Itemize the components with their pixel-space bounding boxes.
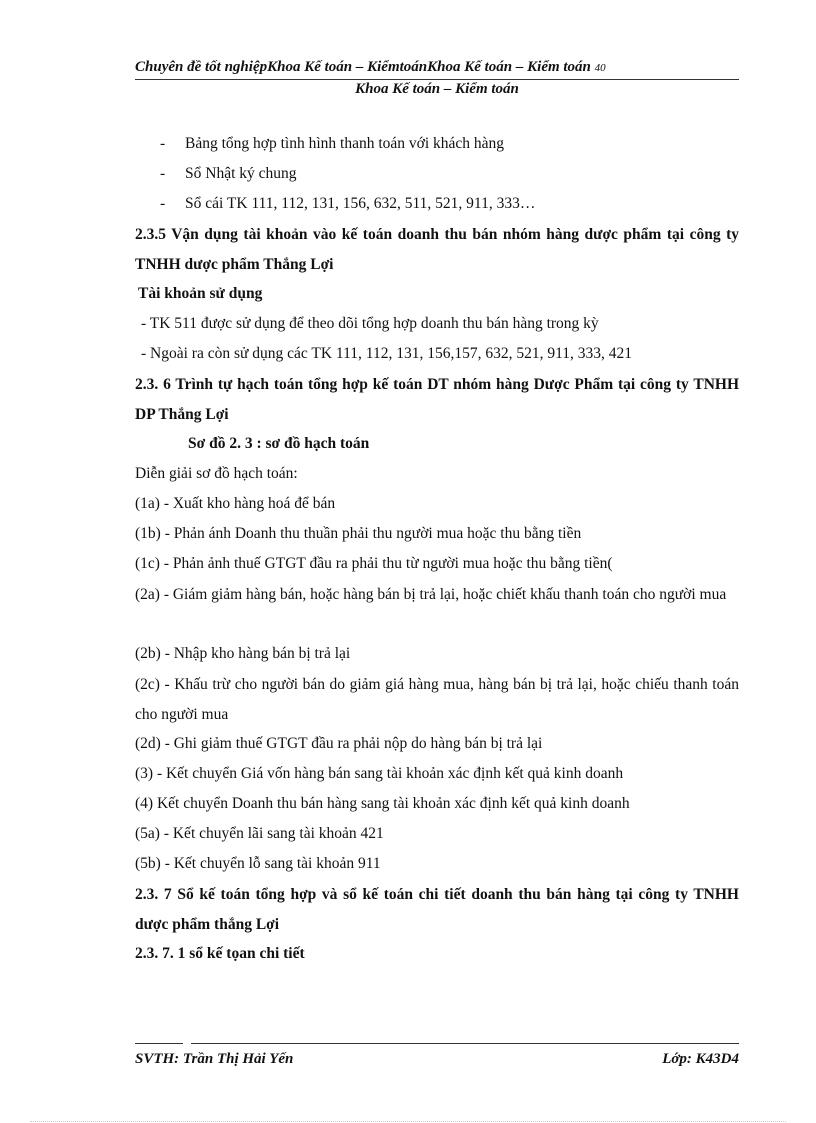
list-item: (2c) - Khấu trừ cho người bán do giảm giá hàng mua, hàng bán bị trả lại, hoặc chiếu thanh toán cho người mua — [135, 676, 739, 723]
header-line-1 — [135, 58, 739, 78]
list-item: (2a) - Giám giảm hàng bán, hoặc hàng bán bị trả lại, hoặc chiết khấu thanh toán cho người mua — [135, 586, 727, 603]
dash-marker: - — [160, 195, 166, 212]
page-number: 40 — [594, 62, 606, 74]
bullet-item — [135, 190, 739, 220]
section-heading-2-3-5: 2.3.5 Vận dụng tài khoản vào kế toán doanh thu bán nhóm hàng dược phẩm tại công ty TNHH dược phẩm Thắng Lợi — [135, 226, 739, 273]
subheading-tai-khoan: Tài khoản sử dụng — [138, 285, 263, 302]
footer-rule-long — [191, 1043, 739, 1044]
class-code: Lớp: K43D4 — [662, 1051, 739, 1067]
list-item: (1c) - Phản ảnh thuế GTGT đầu ra phải thu từ người mua hoặc thu bằng tiền( — [135, 555, 613, 572]
list-item: (3) - Kết chuyển Giá vốn hàng bán sang tài khoản xác định kết quả kinh doanh — [135, 765, 624, 782]
bullet-item — [135, 130, 739, 160]
paragraph: - Ngoài ra còn sử dụng các TK 111, 112, 131, 156,157, 632, 521, 911, 333, 421 — [141, 345, 632, 362]
student-name: SVTH: Trần Thị Hải Yến — [135, 1051, 294, 1067]
footer-row — [135, 1051, 739, 1068]
paragraph: - TK 511 được sử dụng để theo dõi tổng hợp doanh thu bán hàng trong kỳ — [141, 315, 599, 332]
section-heading-2-3-7-1: 2.3. 7. 1 sổ kế tọan chi tiết — [135, 945, 305, 962]
header-line-2: Khoa Kế toán – Kiểm toán — [355, 81, 519, 97]
page-header — [135, 58, 739, 99]
bullet-text: Sổ cái TK 111, 112, 131, 156, 632, 511, 521, 911, 333… — [185, 195, 536, 212]
document-body — [135, 130, 739, 970]
bullet-text: Sổ Nhật ký chung — [185, 165, 297, 182]
dash-marker: - — [160, 135, 166, 152]
footer-rule-short — [135, 1043, 183, 1044]
page-bottom-dotted-line — [30, 1121, 786, 1122]
list-item: (2b) - Nhập kho hàng bán bị trả lại — [135, 645, 351, 662]
section-heading-2-3-7: 2.3. 7 Sổ kế toán tổng hợp và sổ kế toán chi tiết doanh thu bán hàng tại công ty TNHH dược phẩm thắng Lợi — [135, 886, 739, 933]
section-heading-2-3-6: 2.3. 6 Trình tự hạch toán tổng hợp kế toán DT nhóm hàng Dược Phẩm tại công ty TNHH DP Thắng Lợi — [135, 376, 739, 423]
list-item: (5b) - Kết chuyển lỗ sang tài khoản 911 — [135, 855, 381, 872]
list-item: (2d) - Ghi giảm thuế GTGT đầu ra phải nộp do hàng bán bị trả lại — [135, 735, 543, 752]
list-item: (4) Kết chuyển Doanh thu bán hàng sang tài khoản xác định kết quả kinh doanh — [135, 795, 630, 812]
diagram-caption: Sơ đồ 2. 3 : sơ đồ hạch toán — [188, 435, 370, 452]
page-footer — [135, 1043, 739, 1068]
paragraph: Diễn giải sơ đồ hạch toán: — [135, 465, 298, 482]
list-item: (1b) - Phản ánh Doanh thu thuần phải thu người mua hoặc thu bằng tiền — [135, 525, 582, 542]
list-item: (1a) - Xuất kho hàng hoá để bán — [135, 495, 336, 512]
bullet-item — [135, 160, 739, 190]
dash-marker: - — [160, 165, 166, 182]
header-title-text: Chuyên đề tốt nghiệpKhoa Kế toán – KiểmtoánKhoa Kế toán – Kiểm toán — [135, 59, 591, 75]
list-item: (5a) - Kết chuyển lãi sang tài khoản 421 — [135, 825, 384, 842]
bullet-text: Bảng tổng hợp tình hình thanh toán với khách hàng — [185, 135, 505, 152]
